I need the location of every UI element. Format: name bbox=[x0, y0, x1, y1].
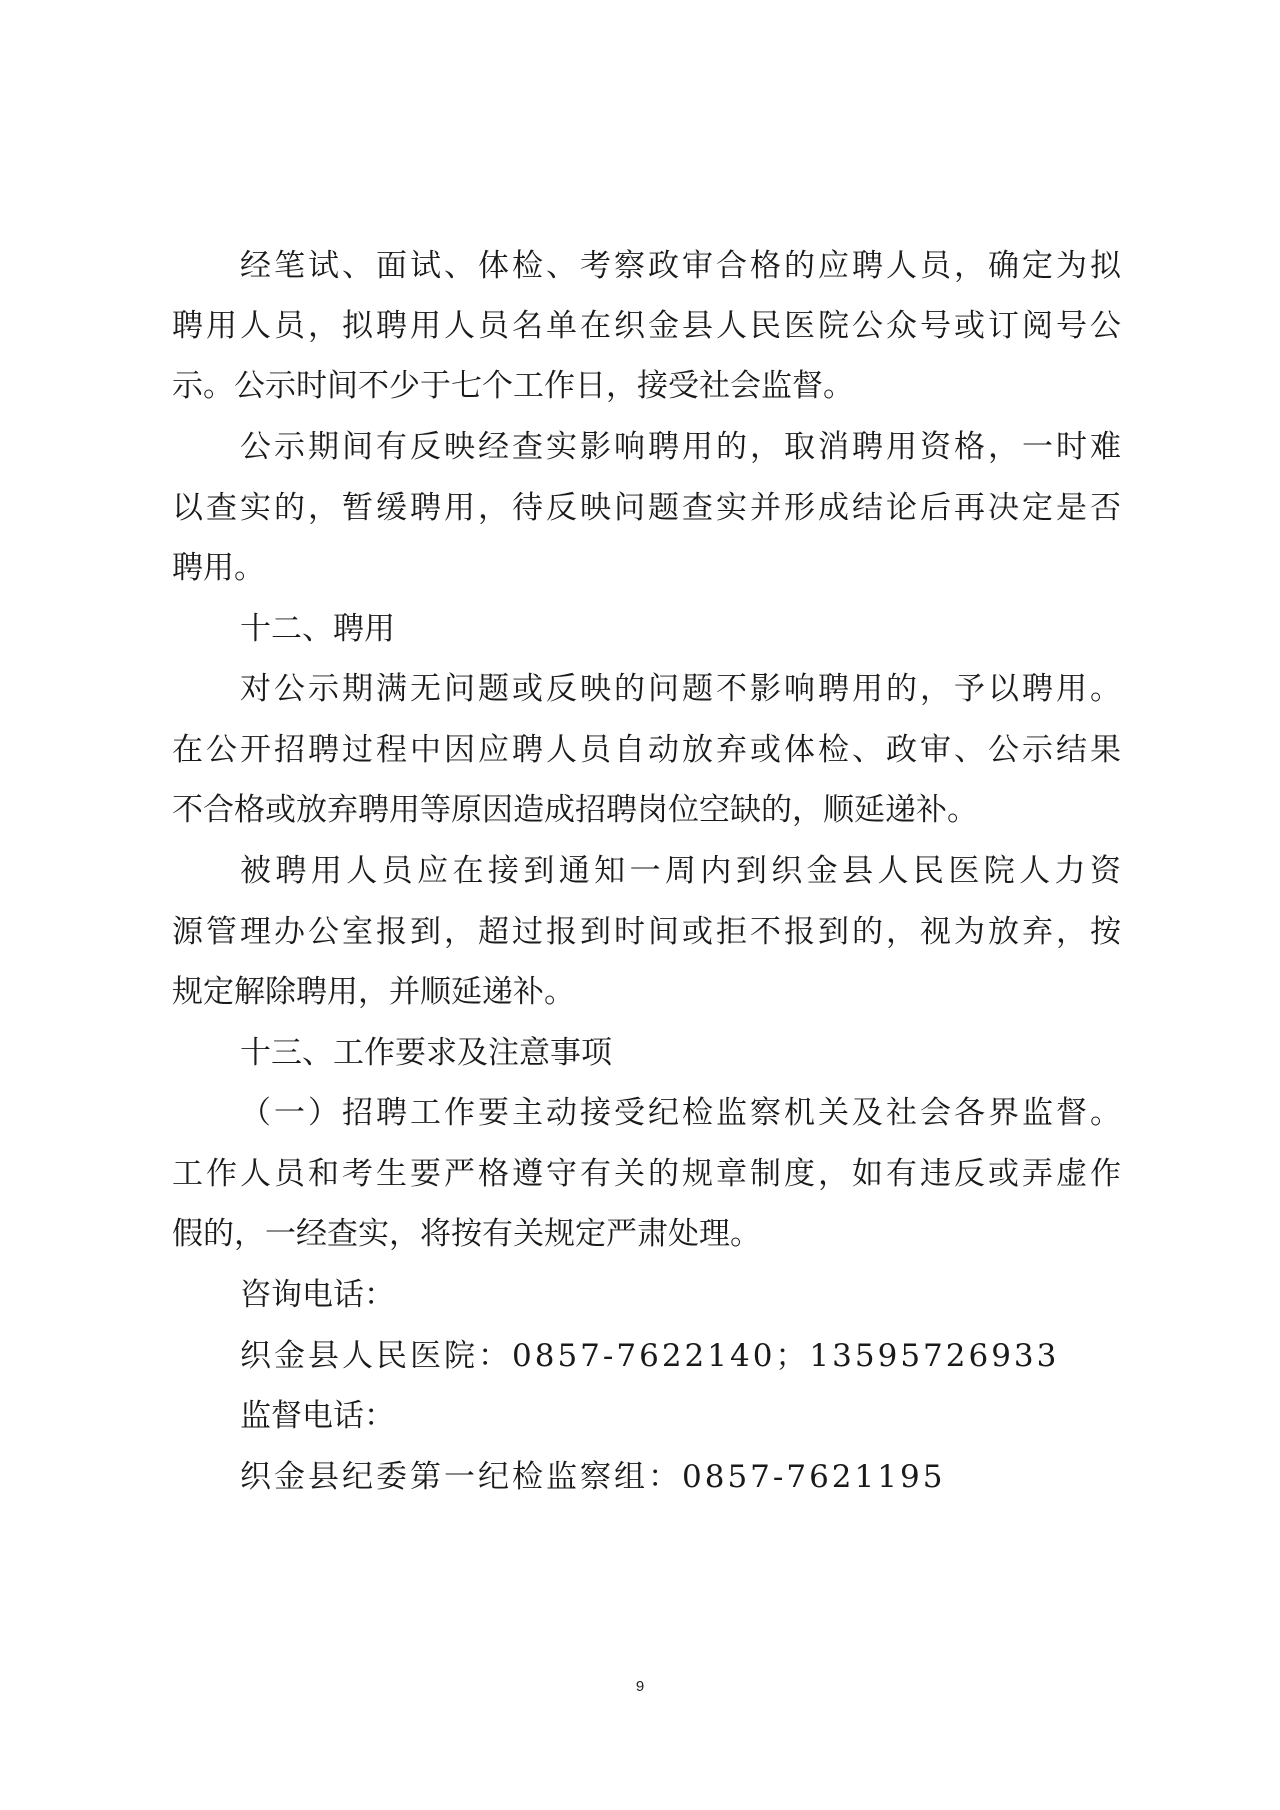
paragraph-line: 公示期间有反映经查实影响聘用的，取消聘用资格，一时难 bbox=[240, 429, 1121, 465]
paragraph-line: 示。公示时间不少于七个工作日，接受社会监督。 bbox=[172, 368, 854, 404]
paragraph-line: 以查实的，暂缓聘用，待反映问题查实并形成结论后再决定是否 bbox=[172, 490, 1121, 526]
paragraph-line: 在公开招聘过程中因应聘人员自动放弃或体检、政审、公示结果 bbox=[172, 732, 1121, 768]
section-heading: 十三、工作要求及注意事项 bbox=[240, 1035, 612, 1071]
paragraph-line: 被聘用人员应在接到通知一周内到织金县人民医院人力资 bbox=[240, 853, 1121, 889]
page-number: 9 bbox=[635, 1678, 645, 1695]
paragraph-line: 对公示期满无问题或反映的问题不影响聘用的，予以聘用。 bbox=[240, 671, 1121, 707]
supervision-phone-label: 监督电话： bbox=[240, 1398, 395, 1434]
supervision-phone-number: 织金县纪委第一纪检监察组：0857-7621195 bbox=[240, 1459, 946, 1495]
paragraph-line: 假的，一经查实，将按有关规定严肃处理。 bbox=[172, 1216, 761, 1252]
paragraph-line: 聘用。 bbox=[172, 550, 265, 586]
paragraph-line: 聘用人员，拟聘用人员名单在织金县人民医院公众号或订阅号公 bbox=[172, 308, 1121, 344]
consult-phone-label: 咨询电话： bbox=[240, 1277, 395, 1313]
paragraph-line: 经笔试、面试、体检、考察政审合格的应聘人员，确定为拟 bbox=[240, 248, 1121, 284]
paragraph-line: （一）招聘工作要主动接受纪检监察机关及社会各界监督。 bbox=[240, 1095, 1121, 1131]
paragraph-line: 规定解除聘用，并顺延递补。 bbox=[172, 974, 575, 1010]
paragraph-line: 不合格或放弃聘用等原因造成招聘岗位空缺的，顺延递补。 bbox=[172, 792, 978, 828]
paragraph-line: 源管理办公室报到，超过报到时间或拒不报到的，视为放弃，按 bbox=[172, 914, 1121, 950]
consult-phone-hospital: 织金县人民医院：0857-7622140；13595726933 bbox=[240, 1338, 1060, 1374]
paragraph-line: 工作人员和考生要严格遵守有关的规章制度，如有违反或弄虚作 bbox=[172, 1156, 1121, 1192]
section-heading: 十二、聘用 bbox=[240, 611, 395, 647]
